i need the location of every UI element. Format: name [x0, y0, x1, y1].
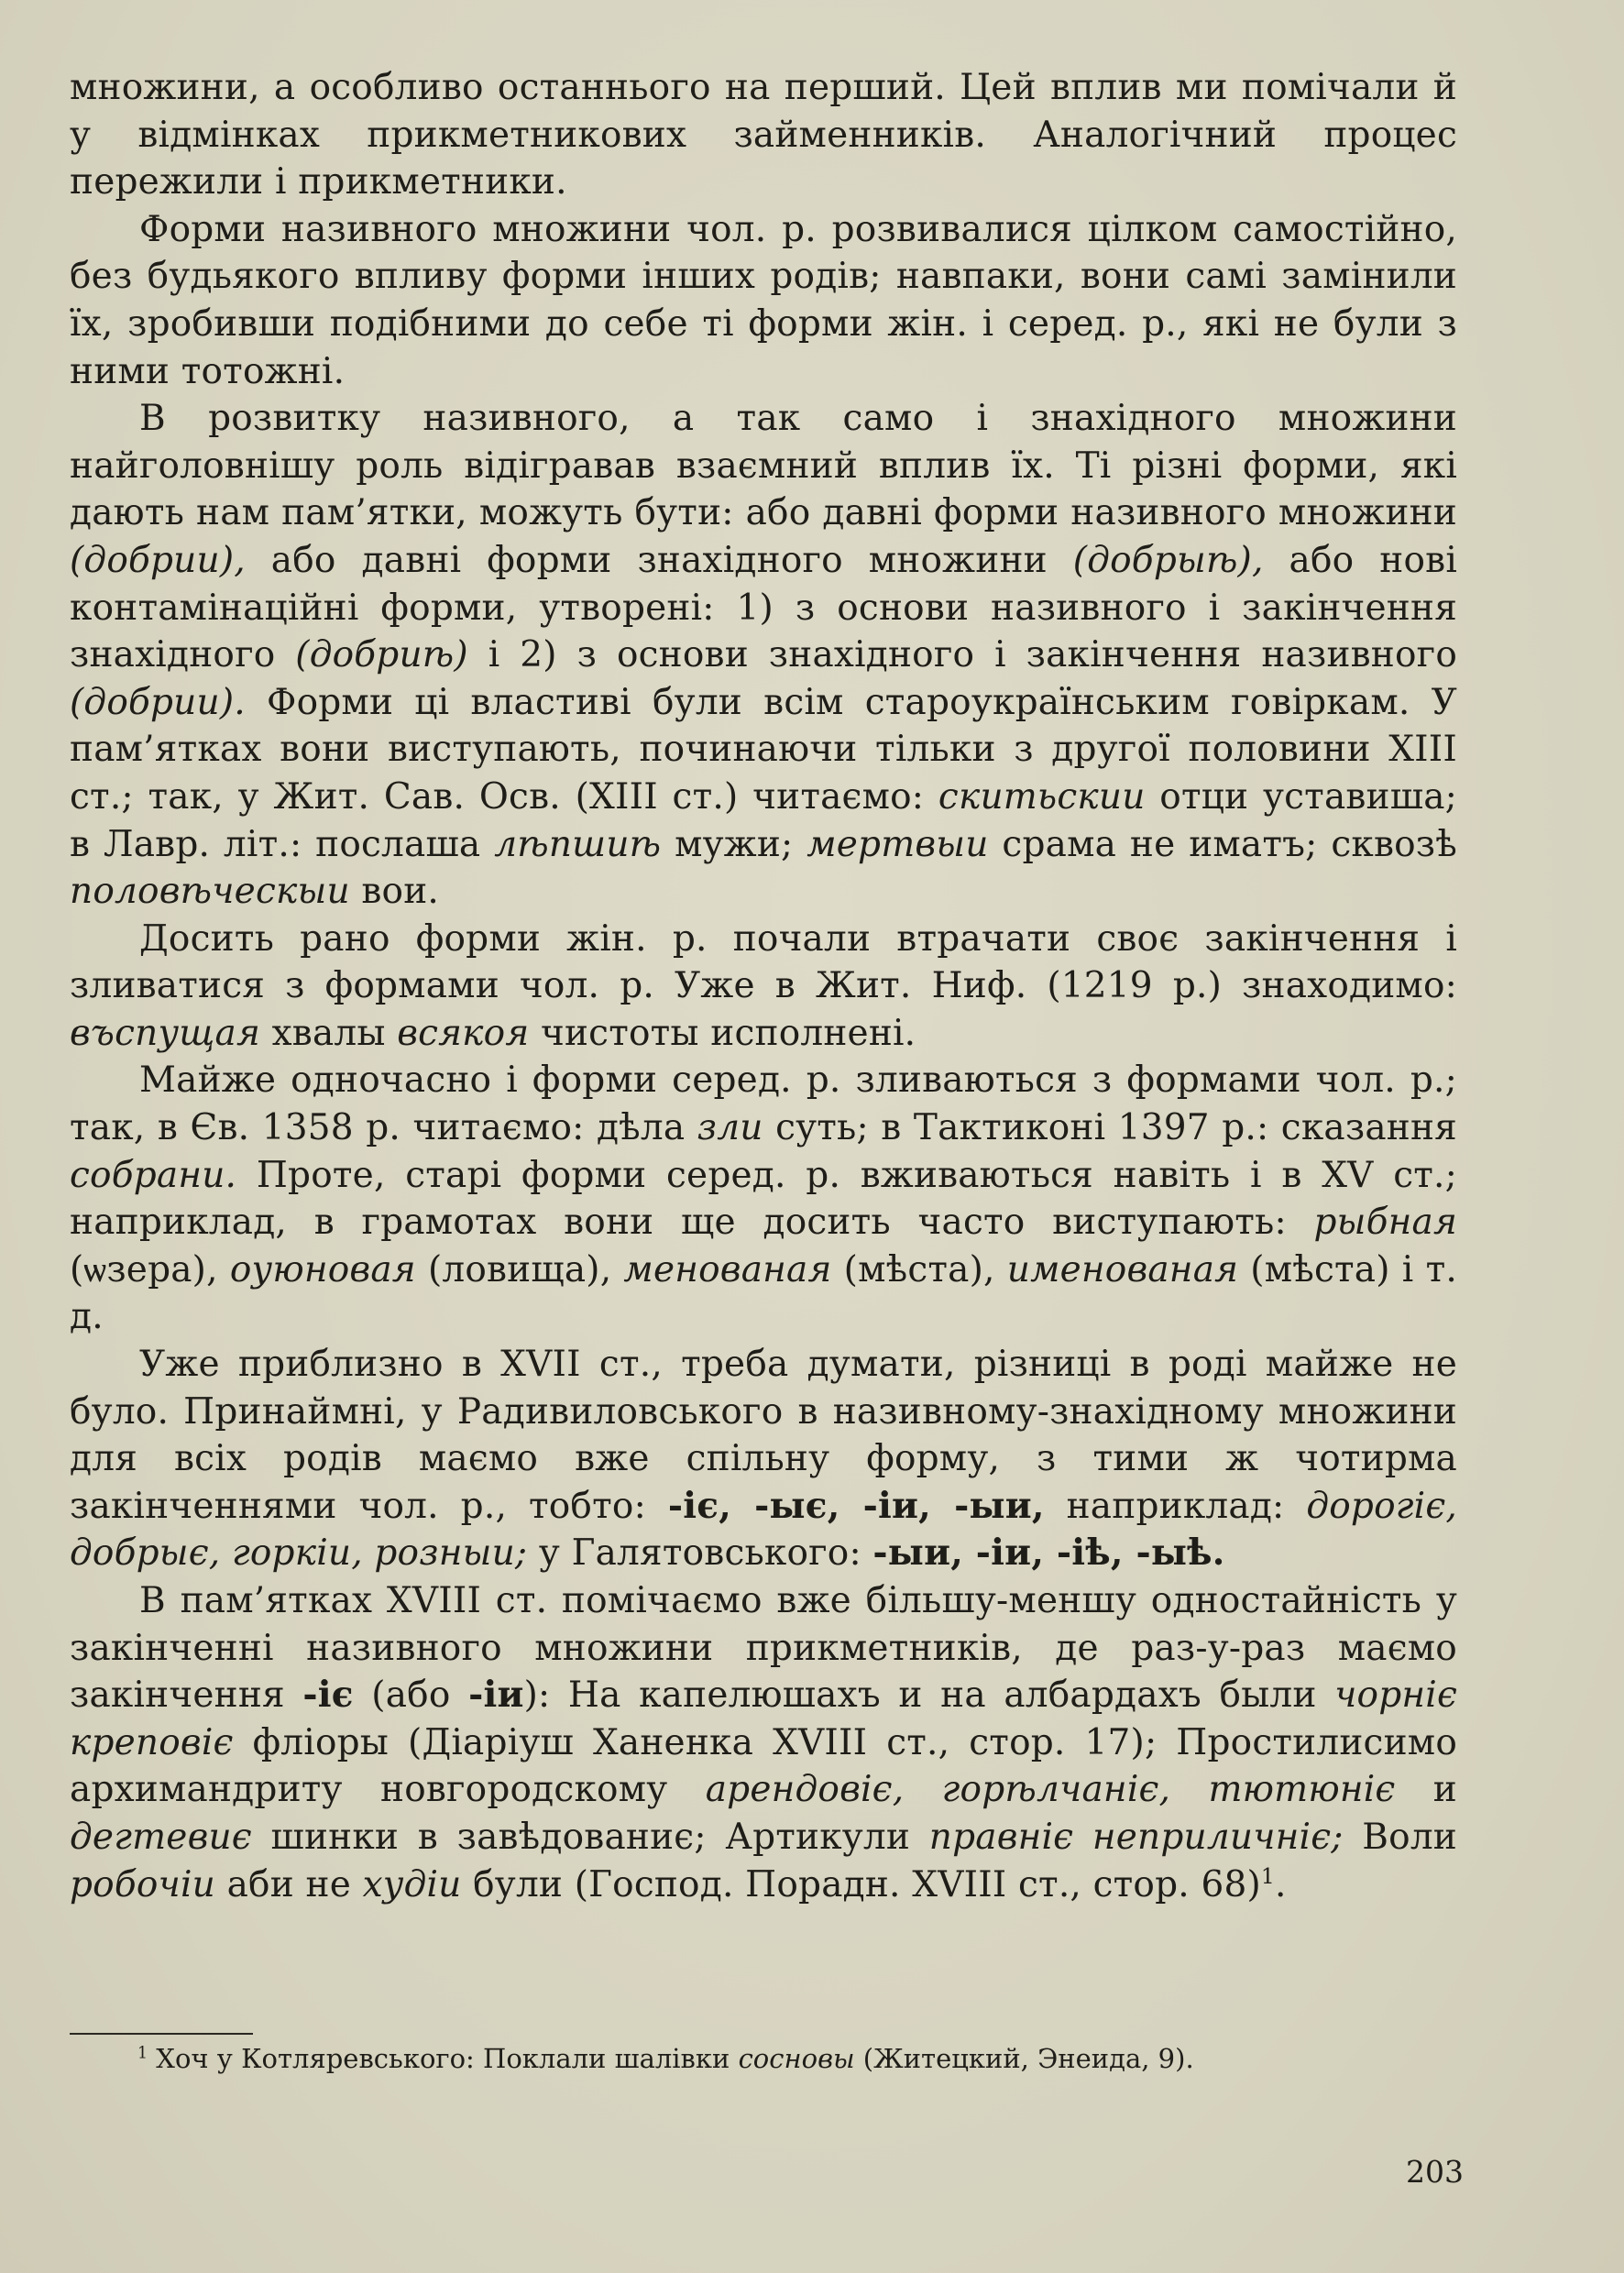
text-run: (мѣста),: [831, 1248, 1007, 1290]
text-run: наприклад:: [1044, 1485, 1307, 1527]
page-body: [70, 64, 1457, 1908]
text-run: Воли: [1343, 1816, 1458, 1858]
footnote: [137, 2040, 1466, 2077]
paragraph: [70, 206, 1457, 395]
italic-text: всякоя: [397, 1012, 530, 1054]
italic-text: худіи: [362, 1863, 462, 1905]
text-run: Досить рано форми жін. р. почали втрачати своє закінчення і зливатися з формами чол. р. Уже в Жит. Ниф. (1219 р.) знаходимо:: [70, 917, 1457, 1007]
footnote-divider: [70, 2033, 253, 2035]
bold-text: -ыи, -іи, -іѣ, -ыѣ.: [872, 1532, 1225, 1575]
italic-text: правніє неприличніє;: [928, 1816, 1344, 1858]
italic-text: въспущая: [70, 1012, 260, 1054]
italic-text: лѣпшиѣ: [494, 823, 662, 865]
italic-text: половѣческыи: [70, 871, 350, 913]
italic-text: (добрыѣ),: [1072, 539, 1264, 581]
text-run: отци уставиша; в Лавр. літ.: послаша: [70, 775, 1457, 865]
text-run: аби не: [214, 1863, 363, 1905]
text-run: (ловища),: [415, 1248, 624, 1290]
footnote-mark: 1: [137, 2044, 148, 2063]
text-run: або нові контамінаційні форми, утворені: 1) з основи називного і закінчення знахідного: [70, 539, 1457, 676]
italic-text: сосновы: [738, 2043, 855, 2074]
bold-text: -іи: [468, 1674, 524, 1717]
bold-text: -іє: [302, 1674, 354, 1717]
italic-text: зли: [697, 1107, 763, 1149]
italic-text: дорогіє, добрыє, горкіи, розныи;: [70, 1485, 1457, 1575]
text-run: Форми ці властиві були всім староукраїнським говіркам. У пам’ятках вони виступають, починаючи тільки з другої половини XIII ст.; так, у Жит. Сав. Осв. (XIII ст.) читаємо:: [70, 681, 1457, 818]
text-run: В пам’ятках XVIII ст. помічаємо вже більшу-меншу одностайність у закінченні називного множини прикметників, де раз-у-раз маємо закінчення: [70, 1580, 1457, 1717]
text-run: чистоты исполнені.: [529, 1012, 916, 1054]
text-run: Проте, старі форми серед. р. вживаються навіть і в XV ст.; наприклад, в грамотах вони ще досить часто виступають:: [70, 1154, 1457, 1244]
italic-text: (добриѣ): [295, 634, 468, 676]
text-run: ): На капелюшахъ и на албардахъ были: [523, 1675, 1335, 1717]
text-run: Уже приблизно в XVII ст., треба думати, різниці в роді майже не було. Принаймні, у Радивиловського в називному-знахідному множини для всіх родів маємо вже спільну форму, з тими ж чотирма закінченнями чол. р., тобто:: [70, 1344, 1457, 1527]
italic-text: дегтевиє: [70, 1816, 252, 1858]
text-run: В розвитку називного, а так само і знахідного множини найголовнішу роль відігравав взаємний вплив їх. Ті різні форми, які дають нам пам’ятки, можуть бути: або давні форми називного множини: [70, 398, 1457, 534]
paragraph: [70, 64, 1457, 206]
paragraph: [70, 1057, 1457, 1341]
italic-text: скитьскии: [938, 775, 1146, 818]
text-run: або давні форми знахідного множини: [245, 539, 1073, 581]
text-run: фліоры (Діаріуш Ханенка XVIII ст., стор. 17); Простилисимо архимандриту новгородскому: [70, 1721, 1457, 1811]
footnote-mark: 1: [1260, 1862, 1275, 1889]
page-number: 203: [1406, 2154, 1464, 2190]
text-run: у Галятовського:: [527, 1532, 873, 1575]
text-run: Хоч у Котляревського: Поклали шалівки: [148, 2043, 739, 2074]
text-run: суть; в Тактиконі 1397 р.: сказання: [763, 1107, 1457, 1149]
bold-text: -іє, -ыє, -іи, -ыи,: [667, 1484, 1045, 1527]
text-run: .: [1275, 1863, 1287, 1905]
paragraph: [70, 916, 1457, 1058]
text-run: (або: [353, 1675, 469, 1717]
italic-text: оуюновая: [229, 1248, 416, 1290]
italic-text: собрани.: [70, 1154, 237, 1196]
italic-text: чорніє креповіє: [70, 1675, 1458, 1763]
text-run: (ѡзера),: [70, 1248, 230, 1290]
text-run: множини, а особливо останнього на перший. Цей вплив ми помічали й у відмінках прикметникових займенників. Аналогічний процес пережили і прикметники.: [70, 67, 1457, 203]
paragraph: [70, 395, 1457, 916]
text-run: вои.: [349, 871, 440, 913]
paragraph: [70, 1577, 1457, 1908]
text-run: мужи;: [661, 823, 807, 865]
text-run: шинки в завѣдованиє; Артикули: [251, 1816, 929, 1858]
italic-text: арендовіє, горѣлчаніє, тютюніє: [705, 1769, 1396, 1811]
text-run: Майже одночасно і форми серед. р. зливаються з формами чол. р.; так, в Єв. 1358 р. читаємо: дѣла: [70, 1060, 1457, 1149]
italic-text: (добрии),: [70, 539, 246, 581]
italic-text: мертвыи: [807, 823, 989, 865]
paragraph: [70, 1341, 1457, 1577]
text-run: були (Господ. Порадн. XVIII ст., стор. 68): [461, 1863, 1261, 1905]
italic-text: робочіи: [70, 1863, 215, 1905]
text-run: срама не иматъ; сквозѣ: [988, 823, 1457, 865]
italic-text: менованая: [623, 1248, 832, 1290]
italic-text: рыбная: [1313, 1202, 1457, 1244]
text-run: і 2) з основи знахідного і закінчення називного: [467, 634, 1457, 676]
text-run: (мѣста) і т. д.: [70, 1248, 1457, 1338]
text-run: хвалы: [260, 1012, 398, 1054]
italic-text: (добрии).: [70, 681, 246, 723]
text-run: (Житецкий, Энеида, 9).: [854, 2043, 1194, 2074]
text-run: и: [1395, 1769, 1457, 1811]
italic-text: именованая: [1006, 1248, 1239, 1290]
text-run: Форми називного множини чол. р. розвивалися цілком самостійно, без будьякого впливу форми інших родів; навпаки, вони самі замінили їх, зробивши подібними до себе ті форми жін. і серед. р., які не були з ними тотожні.: [70, 208, 1457, 392]
